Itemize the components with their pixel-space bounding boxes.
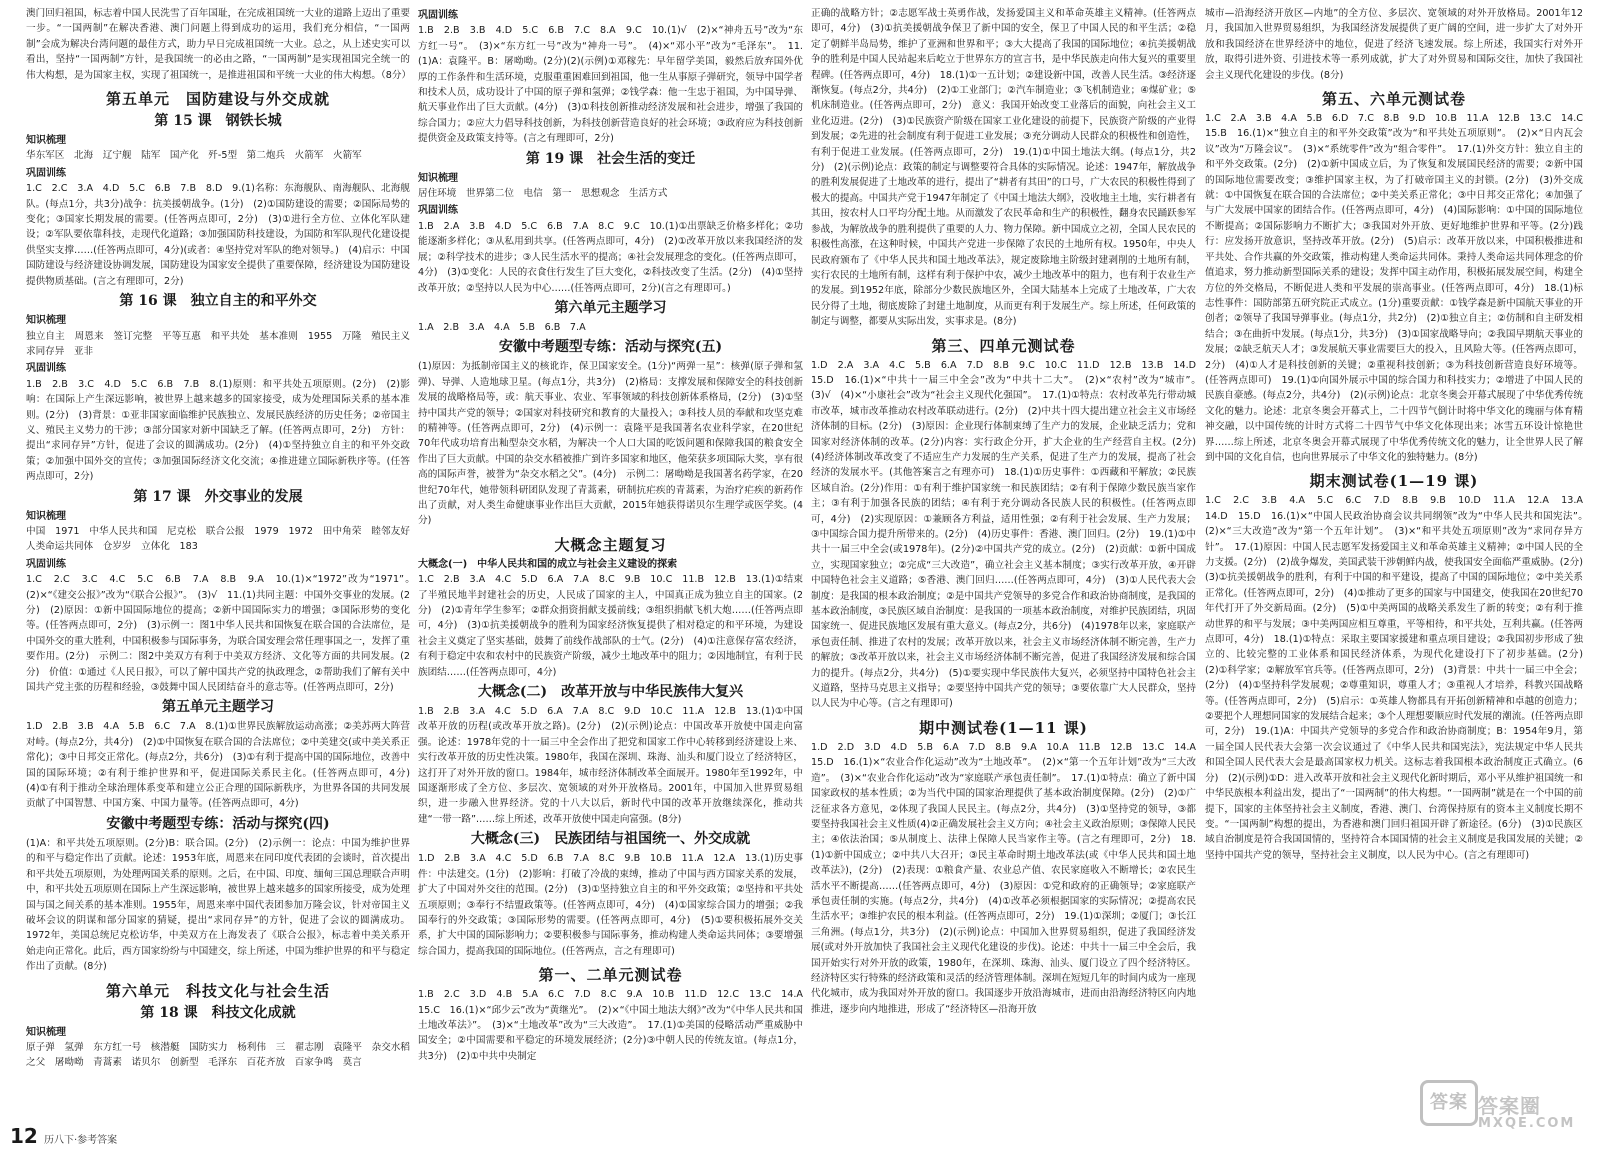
test-unit-5-6-answers: 1.C 2.A 3.B 4.A 5.B 6.D 7.C 8.B 9.D 10.B 11.A 12.B 13.C 14.C 15.B 16.(1)×“独立自主的和平外交政策”改为“和平共处五项原则”。 (2)×“日内瓦会议”改为“万隆会议”。 (3)×“系统零件”改为“组合零件”。 17.(1)外交方针：独立自主的和平外交政策。(2分) (2)①新中国成立后，为了恢复和发展国民经济的需要；②新中国的国际地位需要改变；③维护国家主权，为了打破帝国主义的封锁。(2分) (3)外交成就：①中国恢复在联合国的合法席位；②中美关系正常化；③中日邦交正常化；④加强了与广大发展中国家的团结合作。(任答两点即可，4分) (4)国际影响：①中国的国际地位不断提高；②国际影响力不断扩大；③我国对外开放、更好地维护世界和平等。(2分)践行：应发扬开放意识，坚持改革开放。(2分) (5)启示：改革开放以来，中国积极推进和平共处、合作共赢的外交政策，推动构建人类命运共同体。秉持人类命运共同体理念的价值追求，努力推动新型国际关系的建设；发挥中国主动作用，积极拓展发展空间，构建全方位的外交格局，不断促进人类和平发展的崇高事业。(任答两点即可，4分) 18.(1)标志性事件：国防部第五研究院正式成立。(1分)重要贡献：①钱学森是新中国航天事业的开创者；②领导了我国导弹事业。(每点1分，共2分) (2)①独立自主；②仿制和自主研发相结合；③在曲折中发展。(每点1分，共3分) (3)①国家战略导向；②我国早期航天事业的发展；②缺乏航天人才；③发展航天事业需要巨大的投入，且风险大等。(任答两点即可，2分) (4)①人才是科技创新的关键；②重视科技创新；③为科技创新营造良好环境等。(任答两点即可) 19.(1)①向国外展示中国的综合国力和科技实力；②增进了中国人民的民族自豪感。(每点2分，共4分) (2)(示例)论点：北京冬奥会开幕式展现了中华优秀传统文化的魅力。论述：北京冬奥会开幕式上，二十四节气倒计时将中华文化的瑰丽与体育精神交融，以中国传统的计时方式将二十四节气中华文化体现出来；冰雪五环设计惊艳世界……综上所述，北京冬奥会开幕式展现了中华优秀传统文化的魅力，让全世界人民了解到中国的文化自信，也向世界展示了中华文化的独特魅力。(8分) <box>1205 113 1593 463</box>
final-test-title: 期末测试卷(1—19 课) <box>1309 472 1479 491</box>
lesson-19-title: 第 19 课 社会生活的变迁 <box>525 150 696 167</box>
knowledge-label: 知识梳理 <box>26 510 66 522</box>
test-unit-1-2-title: 第一、二单元测试卷 <box>538 966 683 985</box>
big-concept-1-answers: 1.C 2.B 3.A 4.C 5.D 6.A 7.A 8.C 9.B 10.C 11.B 12.B 13.(1)①结束了半殖民地半封建社会的历史，人民成了国家的主人，中国真正成为独立自主的国家。(2分) (2)①青年学生参军；②群众捐资捐献支援前线；③组织捐献飞机大炮……(任答两点即可，4分) (3)①抗美援朝战争的胜利为国家经济恢复提供了相对稳定的和平环境，为建设社会主义奠定了坚实基础，鼓舞了前线作战部队的士气。(2分) (4)①注意保存富农经济，有利于稳定中农和农村中的民族资产阶级，减少土地改革中的阻力；②因地制宜，有利于民族团结……(任答两点即可，4分) <box>418 574 803 678</box>
unit-5-title: 第五单元 国防建设与外交成就 <box>105 90 330 109</box>
column-1 <box>26 6 420 1118</box>
lesson-15-keywords: 华东军区 北海 辽宁舰 陆军 国产化 歼-5型 第二炮兵 火箭军 火箭军 <box>26 150 362 162</box>
page-number: 12 <box>10 1124 38 1148</box>
lesson-18-keywords: 原子弹 氢弹 东方红一号 核潜艇 国防实力 杨利伟 三 翟志刚 袁隆平 杂交水稻之父 屠呦呦 青蒿素 诺贝尔 创新型 毛泽东 百花齐放 百家争鸣 莫言 <box>26 1041 410 1069</box>
test-unit-5-6-title: 第五、六单元测试卷 <box>1321 90 1466 109</box>
practice-label: 巩固训练 <box>418 205 458 217</box>
column-2 <box>418 6 813 1118</box>
lesson-19-answers: 1.B 2.A 3.B 4.D 5.C 6.B 7.A 8.C 9.C 10.(1)①出票缺乏价格多样化；②功能逐渐多样化；③从私用到共享。(任答两点即可，4分) (2)①改革开放以来我国经济的发展；②科学技术的进步；③人民生活水平的提高；④社会发展理念的变化。(任答两点即可，4分) (3)①变化：人民的衣食住行发生了巨大变化，②科技改变了生活。(2分) (4)①坚持改革开放；②坚持以人民为中心……(任答两点即可，2分)(言之有理即可。) <box>418 220 803 294</box>
big-concept-2-title: 大概念(二) 改革开放与中华民族伟大复兴 <box>477 684 744 701</box>
unit-5-theme-answers: 1.D 2.B 3.B 4.A 5.B 6.C 7.A 8.(1)①世界民族解放运动高涨；②美苏两大阵营对峙。(每点2分，共4分) (2)①中国恢复在联合国的合法席位；②中美建交(或中美关系正常化)；③中日邦交正常化。(每点2分，共6分) (3)①有利于提高中国的国际地位，改善中国的国际环境；②有利于维护世界和平，促进国际关系民主化。(任答两点即可，4分) (4)①有利于推动全球治理体系变革和建立公正合理的国际新秩序，为世界各国的共同发展贡献了中国智慧、中国方案、中国力量等。(任答两点即可，4分) <box>26 721 420 810</box>
lesson-17-title: 第 17 课 外交事业的发展 <box>133 488 303 505</box>
knowledge-label: 知识梳理 <box>418 172 458 184</box>
unit-6-theme-title: 第六单元主题学习 <box>554 299 667 316</box>
anhui-exam-4-answers: (1)A：和平共处五项原则。(2分)B：联合国。(2分) (2)示例一：论点：中国为维护世界的和平与稳定作出了贡献。论述：1953年底，周恩来在同印度代表团的会谈时，首次提出和平共处五项原则，为处理两国关系的原则。之后，在中国、印度、缅甸三国总理联合声明中，和平共处五项原则在国际上产生深远影响，被世界上越来越多的国家所接受，成为处理国与国之间关系的基本准则。1955年，周恩来率中国代表团参加万隆会议，针对帝国主义破坏会议的阴谋和部分国家的猜疑，提出“求同存异”的方针，促进了会议的圆满成功。1972年，美国总统尼克松访华，中美双方在上海发表了《联合公报》，标志着中美关系开始走向正常化。此后，西方国家纷纷与中国建交，综上所述，中国为维护世界的和平与稳定作出了贡献。(8分) <box>26 837 410 973</box>
watermark-name: 答案圈 <box>1478 1094 1541 1118</box>
big-concept-3-title: 大概念(三) 民族团结与祖国统一、外交成就 <box>470 831 751 848</box>
big-concept-2-answers: 1.B 2.B 3.A 4.C 5.D 6.A 7.A 8.C 9.D 10.C 11.A 12.B 13.(1)①中国改革开放的历程(或改革开放之路)。(2分) (2)(示例)论点：中国改革开放使中国走向富强。论述：1978年党的十一届三中全会作出了把党和国家工作中心转移到经济建设上来、实行改革开放的历史性决策。1980年，我国在深圳、珠海、汕头和厦门设立了经济特区，这打开了对外开放的窗口。1984年，城市经济体制改革全面展开。1980年至1992年，中国逐渐形成了全方位、多层次、宽领域的对外开放格局。2001年，中国加入世界贸易组织，进一步融入世界经济。党的十八大以后，新时代中国的改革开放继续深化，推动共建“一带一路”……综上所述，改革开放使中国走向富强。(8分) <box>418 706 803 825</box>
anhui-exam-4-title: 安徽中考题型专练：活动与探究(四) <box>106 815 330 832</box>
practice-label: 巩固训练 <box>26 363 66 375</box>
lesson-15-answers: 1.C 2.C 3.A 4.D 5.C 6.B 7.B 8.D 9.(1)名称：东海舰队、南海舰队、北海舰队。(每点1分，共3分)战争：抗美援朝战争。(1分) (2)①国防建设的需要；②国际局势的变化；③国家长期发展的需要。(任答两点即可，2分) (3)①进行全方位、立体化军队建设；②军队要依靠科技，走现代化道路；③加强国防科技建设，为国防和军队现代化建设提供坚实支撑……(任答两点即可，4分)(或者：④坚持党对军队的绝对领导。) (4)启示：中国国防建设与经济建设协调发展，国防建设为国家安全提供了重要保障，经济建设为国防建设提供物质基础。(言之有理即可，2分) <box>26 183 410 287</box>
lesson-16-answers: 1.B 2.B 3.C 4.D 5.C 6.B 7.B 8.(1)原则：和平共处五项原则。(2分) (2)影响：在国际上产生深远影响，被世界上越来越多的国家接受，成为处理国际关系的基本准则。(2分) (3)背景：①亚非国家面临维护民族独立、发展民族经济的历史任务；②帝国主义、殖民主义势力的干涉；③部分国家对新中国缺乏了解。(任答两点即可，2分) 方针：提出“求同存异”方针，促进了会议的圆满成功。(2分) (4)①坚持独立自主的和平外交政策；②加强中国外交的宣传；③加强国际经济文化交流；④推进建立国际新秩序等。(任答两点即可，2分) <box>26 378 410 483</box>
anhui-exam-5-answers: (1)原因：为抵制帝国主义的核讹诈，保卫国家安全。(1分)“两弹一星”：核弹(原子弹和氢弹)、导弹、人造地球卫星。(每点1分，共3分) (2)格局：支撑发展和保障安全的科技创新发展的战略格局等，或：航天事业、农业、军事领域的科技创新体系格局，(2分) (3)①坚持中国共产党的领导；②国家对科技研究和教育的大量投入；③科技人员的奉献和攻坚克难的精神等。(任答两点即可，2分) (4)示例一：袁隆平是我国著名农业科学家，在20世纪70年代成功培育出籼型杂交水稻，为解决一个人口大国的吃饭问题和保障我国的粮食安全作出了巨大贡献。中国的杂交水稻被推广到许多国家和地区，他荣获多项国际大奖，享有很高的国际声誉，被誉为“杂交水稻之父”。(4分) 示例二：屠呦呦是我国著名药学家，在20世纪70年代，她带领科研团队发现了青蒿素，研制抗疟疾的青蒿素，为治疗疟疾的新药作出了贡献，对人类生命健康事业作出巨大贡献，2015年她获得诺贝尔生理学或医学奖。(4分) <box>418 361 803 527</box>
lesson-16-title: 第 16 课 独立自主的和平外交 <box>119 293 317 310</box>
practice-label: 巩固训练 <box>418 10 458 21</box>
intro-paragraph: 澳门回归祖国，标志着中国人民洗雪了百年国耻，在完成祖国统一大业的道路上迈出了重要一步。“一国两制”在解决香港、澳门问题上得到成功的运用，我们充分相信，“一国两制”会成为解决台湾问题的最佳方式，助力早日完成祖国统一大业。总之，从上述史实可以看出，坚持“一国两制”方针，是我国统一的必由之路，“一国两制”是实现祖国完全统一的伟大构想，是为国家主权，实现了祖国统一，是推进祖国和平统一大业的伟大构想。（8分） <box>26 8 412 81</box>
watermark-domain: MXQE.COM <box>1478 1116 1576 1131</box>
watermark-badge-icon: 答案 <box>1420 1080 1478 1126</box>
big-concept-review-title: 大概念主题复习 <box>554 535 667 554</box>
knowledge-label: 知识梳理 <box>26 135 66 147</box>
column-3 <box>811 6 1206 1118</box>
knowledge-label: 知识梳理 <box>26 315 66 327</box>
unit-5-theme-title: 第五单元主题学习 <box>162 699 274 716</box>
practice-label: 巩固训练 <box>26 558 66 570</box>
column-4 <box>1205 6 1593 1118</box>
unit-6-title: 第六单元 科技文化与社会生活 <box>105 981 330 1000</box>
anhui-exam-5-title: 安徽中考题型专练：活动与探究(五) <box>498 339 723 356</box>
lesson-17-answers: 1.C 2.C 3.C 4.C 5.C 6.B 7.A 8.B 9.A 10.(1)×“1972”改为“1971”。 (2)×“《建交公报》”改为“《联合公报》”。 (3)√ 11.(1)共同主题：中国外交事业的发展。(2分) (2)原因：①新中国国际地位的提高；②新中国国际实力的增强；③国际形势的变化等。(任答两点即可，2分) (3)示例一：图1中华人民共和国恢复在联合国的合法席位，是中国外交的重大胜利，中国积极参与国际事务，为联合国安理会常任理事国之一，发挥了重要作用。(2分) 示例二：图2中美双方有利于中美双方经济、文化等方面的共同发展。(2分) 价值：①通过《人民日报》，可以了解中国共产党的执政理念，②帮助我们了解有关中国共产党主张的历程和经验，③鼓舞中国人民团结奋斗的意志等。(任答两点即可，2分) <box>26 574 420 694</box>
midterm-test-continued: 城市—沿海经济开放区—内地”的全方位、多层次、宽领域的对外开放格局。2001年12月，我国加入世界贸易组织，为我国经济发展提供了更广阔的空间，进一步扩大了对外开放和我国经济在世界经济中的地位，促进了经济飞速发展。综上所述，我国实行对外开放，取得引进外资、引进技术等一系列成就，扩大了对外贸易和国际交往，加快了我国社会主义现代化建设的步伐。(8分) <box>1205 8 1583 81</box>
lesson-16-keywords: 独立自主 周恩来 签订完整 平等互惠 和平共处 基本准则 1955 万隆 殖民主义 求同存异 亚非 <box>26 330 420 357</box>
lesson-18-answers: 1.B 2.B 3.B 4.D 5.C 6.B 7.C 8.A 9.C 10.(1)√ (2)×“神舟五号”改为“东方红一号”。 (3)×“东方红一号”改为“神舟一号”。 (4)×“邓小平”改为“毛泽东”。 11.(1)A：袁隆平。B：屠呦呦。(2分)(2)(示例)①邓稼先：早年留学美国，毅然后放弃国外优厚的工作条件和生活环境，克服重重困难回到祖国，他一生从事原子弹研究，领导中国学者和技术人员，成功设计了中国的原子弹和氢弹；②钱学森：他一生忠于祖国，为中国导弹、航天事业作出了巨大贡献。(4分) (3)①科技创新推动经济发展和社会进步，增强了我国的综合国力；②应大力倡导科技创新，为科技创新营造良好的社会环境；③政府应为科技创新提供资金及政策支持等。(言之有理即可，2分) <box>418 25 803 145</box>
practice-label: 巩固训练 <box>26 167 66 179</box>
lesson-19-keywords: 居住环境 世界第二位 电信 第一 思想观念 生活方式 <box>418 188 668 200</box>
test-unit-1-2-continued: 正确的战略方针；②志愿军战士英勇作战，发扬爱国主义和革命英雄主义精神。(任答两点即可，4分) (3)①抗美援朝战争保卫了新中国的安全，保卫了中国人民的和平生活；②稳定了朝鲜半岛局势，维护了亚洲和世界和平；③大大提高了我国的国际地位；④抗美援朝战争的胜利是中国人民站起来后屹立于世界东方的宣言书，是中华民族走向伟大复兴的重要里程碑。(任答两点即可，4分) 18.(1)①一五计划；②建设新中国，改善人民生活。③经济逐渐恢复。(每点2分，共4分) (2)①工业部门；②汽车制造业；③飞机制造业；④煤矿业；⑤机床制造业。(任答两点即可，2分) 意义：我国开始改变工业落后的面貌，向社会主义工业化迈进。(2分) (3)①民族资产阶级在国家工业化建设的前提下，民族资产阶级的产业得到发展；②先进的社会制度有利于促进工业发展；③充分调动人民群众的积极性和创造性，有利于促进工业发展。(任答两点即可，2分) 19.(1)①中国土地法大纲。(每点1分，共2分) (2)(示例)论点：政策的制定与调整要符合具体的实际情况。论述：1947年，解放战争的胜利发展促进了土地改革的进行，提出了“耕者有其田”的口号，广大农民的积极性得到了极大的提高。中国共产党于1947年制定了《中国土地法大纲》，没收地主土地，实行耕者有其田，按农村人口平均分配土地。从而激发了农民革命和生产的积极性，翻身农民踊跃参军参战，为解放战争的胜利提供了重要的人力、物力保障。新中国成立之初，全国人民农民的积极性高涨，在这种时候，中国共产党进一步保障了农民的土地所有权。1950年，中央人民政府颁布了《中华人民共和国土地改革法》，规定废除地主阶级封建剥削的土地所有制，实行农民的土地所有制，这样有利于保护中农，减少土地改革中的阻力，也有利于农业生产的发展。到1952年底，除部分少数民族地区外，全国大陆基本上完成了土地改革，广大农民分得了土地，彻底废除了封建土地制度，从而更有利于发展生产。综上所述，任何政策的制定与调整，都要从实际出发，实事求是。(8分) <box>811 8 1197 328</box>
test-unit-3-4-answers: 1.D 2.A 3.A 4.C 5.B 6.A 7.D 8.B 9.C 10.C 11.D 12.B 13.B 14.D 15.D 16.(1)×“中共十一届三中全会”改为“中共十二大”。 (2)×“农村”改为“城市”。 (3)√ (4)×“小康社会”改为“社会主义现代化强国”。 17.(1)①特点：农村改革先行带动城市改革，城市改革推动农村改革联动进行。(2分) (2)中共十四大提出建立社会主义市场经济体制的目标。(2分) (3)原因：企业现行体制束缚了生产力的发展，企业缺乏活力；党和国家对经济体制的改革。(2分)内容：实行政企分开，扩大企业的生产经营自主权。(2分) (4)经济体制改革改变了不适应生产力发展的生产关系，促进了生产力的发展，提高了社会经济的发展水平。(其他答案言之有理亦可) 18.(1)①历史事件：①西藏和平解放；②民族区域自治。(2分)作用：①有利于维护国家统一和民族团结；②有利于保障少数民族当家作主；③有利于加强各民族的团结；④有利于充分调动各民族人民的积极性。(任答两点即可，4分) (2)实现原因：①兼顾各方利益，适用性强；②有利于社会发展、生产力发展；③中国综合国力提升所带来的。(2分) (4)历史事件：香港、澳门回归。(2分) 19.(1)①中共十一届三中全会(或1978年)。(2分)②中国共产党的成立。(2分) (2)贡献：①新中国成立，实现国家独立；②完成“三大改造”，确立社会主义基本制度；③实行改革开放，④开辟中国特色社会主义道路；⑤香港、澳门回归……(任答两点即可，4分) (3)①人民代表大会制度：是我国的根本政治制度；②是中国共产党领导的多党合作和政治协商制度，是我国的基本政治制度，③民族区域自治制度：是我国的一项基本政治制度，对维护民族团结，巩固国家统一、促进民族地区发展有重大意义。(每点2分，共6分) (4)1978年以来，家庭联产承包责任制、推进了农村的发展；改革开放以来，社会主义市场经济体制不断完善，生产力的解放；③改革开放以来，社会主义市场经济体制不断完善，促进了我国经济发展和综合国力的提升。(每点2分，共4分) (5)①要实现中华民族伟大复兴，必须坚持中国特色社会主义道路，坚持马克思主义指导；②要坚持中国共产党的领导；③要依靠广大人民群众，坚持以人民为中心等。(言之有理即可) <box>811 359 1206 710</box>
unit-6-theme-answers: 1.A 2.B 3.A 4.A 5.B 6.B 7.A <box>418 321 586 333</box>
watermark-logo <box>1420 1080 1590 1144</box>
final-test-answers: 1.C 2.C 3.B 4.A 5.C 6.C 7.D 8.B 9.B 10.D 11.A 12.A 13.A 14.D 15.D 16.(1)×“中国人民政治协商会议共同纲领”改为“中华人民共和国宪法”。 (2)×“三大改造”改为“第一个五年计划”。 (3)×“和平共处五项原则”改为“求同存异方针”。 17.(1)原因：中国人民志愿军发扬爱国主义和革命英雄主义精神；②中国人民的全力支援。(2分) (2)战争爆发，美国武装干涉朝鲜内战，使我国安全面临严重威胁。(2分) (3)①抗美援朝战争的胜利，有利于中国的和平建设，提高了中国的国际地位；②中美关系正常化。(任答两点即可，2分) (4)①推动了更多的国家与中国建交，使我国在20世纪70年代打开了外交新局面。(2分) (5)①中美两国的战略关系发生了新的转变；②有利于推动世界的和平与发展；③中美两国应相互尊重，平等相待，和平共处，互利共赢。(任答两点即可，4分) 18.(1)①特点：采取主要国家援建和重点项目建设；②我国初步形成了独立的、比较完整的工业体系和国民经济体系，为现代化建设打下了初步基础。(2分) (2)①科学家；②解放军官兵等。(任答两点即可，2分) (3)背景：中共十一届三中全会；(2分) (4)①坚持科学发展观；②尊重知识，尊重人才；③重视人才培养，科教兴国战略等。(任答两点即可，2分) (5)启示：①英雄人物都具有开拓创新精神和卓越的创造力；②要把个人理想同国家的发展结合起来；③个人理想要顺应时代发展的潮流。(任答两点即可，2分) 19.(1)A：中国共产党领导的多党合作和政治协商制度；B：1954年9月，第一届全国人民代表大会第一次会议通过了《中华人民共和国宪法》，宪法规定中华人民共和国全国人民代表大会是最高国家权力机关。这标志着我国根本政治制度正式确立。(6分) (2)(示例)①D：进入改革开放和社会主义现代化新时期后，邓小平从维护祖国统一和中华民族根本利益出发，提出了“一国两制”的伟大构想。“一国两制”就是在一个中国的前提下，国家的主体坚持社会主义制度，香港、澳门、台湾保持原有的资本主义制度长期不变。“一国两制”构想的提出，为香港和澳门回归祖国开辟了新途径。(6分) (3)①民族区域自治制度是符合我国国情的，坚持符合本国国情的社会主义制度是我国发展的关键；②坚持中国共产党的领导，坚持社会主义制度，以人民为中心。(言之有理即可) <box>1205 495 1593 861</box>
big-concept-1-title: 大概念(一) 中华人民共和国的成立与社会主义建设的探索 <box>418 558 678 570</box>
test-unit-3-4-title: 第三、四单元测试卷 <box>931 336 1076 355</box>
lesson-15-title: 第 15 课 钢铁长城 <box>154 113 282 130</box>
lesson-18-title: 第 18 课 科技文化成就 <box>140 1004 296 1021</box>
midterm-test-title: 期中测试卷(1—11 课) <box>919 718 1088 737</box>
test-unit-1-2-answers: 1.B 2.C 3.D 4.B 5.A 6.C 7.D 8.C 9.A 10.B 11.D 12.C 13.C 14.A 15.C 16.(1)×“邱少云”改为“黄继光”。 (2)×“《中国土地法大纲》”改为“《中华人民共和国土地改革法》”。 (3)×“土地改革”改为“三大改造”。 17.(1)①美国的侵略活动严重威胁中国安全；②中国需要和平稳定的环境发展经济；(2分)③中朝人民的传统友谊。(每点1分，共3分) (2)①中共中央制定 <box>418 989 813 1062</box>
knowledge-label: 知识梳理 <box>26 1026 66 1038</box>
midterm-test-answers: 1.D 2.D 3.D 4.D 5.B 6.A 7.D 8.B 9.A 10.A 11.B 12.B 13.C 14.A 15.D 16.(1)×“农业合作化运动”改为“土地改革”。 (2)×“第一个五年计划”改为“三大改造”。 (3)×“农业合作化运动”改为“家庭联产承包责任制”。 17.(1)①特点：确立了新中国国家政权的基本性质；②为当代中国的国家治理提供了基本政治制度保障。(2分) (2)①广泛征求各方意见，②体现了我国人民民主。(每点2分，共4分) (3)①坚持党的领导，③都要坚持我国社会主义性质(4)②正确发展社会主义方向；④社会主义政治原则；③保障人民民主；④依法治国；⑤从制度上、法律上保障人民当家作主等。(言之有理即可，2分) 18.(1)①新中国成立；②中共八大召开；③民主革命时期土地改革法(或《中华人民共和国土地改革法》)，(2分) (2)表现：①粮食产量、农业总产值、农民家庭收入不断增长；②农民生活水平不断提高……(任答两点即可，4分) (3)原因：①党和政府的正确领导；②家庭联产承包责任制的实施。(每点2分，共4分) (4)①改革必须根据国家的实际情况；②提高农民生活水平；③维护农民的根本利益。(任答两点即可，2分) 19.(1)①深圳；②厦门；③长江三角洲。(每点1分，共3分) (2)(示例)论点：中国加入世界贸易组织，促进了我国经济发展(或对外开放加快了我国社会主义现代化建设的步伐)。论述：中共十一届三中全会后，我国开始实行对外开放的政策，1980年，在深圳、珠海、汕头、厦门设立了四个经济特区。经济特区实行特殊的经济政策和灵活的经济管理体制。深圳在短短几年的时间内成为一座现代化城市，成为我国对外开放的窗口。我国逐步开放沿海城市，进而由沿海经济特区向内地推进，逐步向内地推进，形成了“经济特区—沿海开放 <box>811 741 1206 1015</box>
lesson-17-keywords: 中国 1971 中华人民共和国 尼克松 联合公报 1979 1972 田中角荣 睦邻友好 人类命运共同体 仓岁岁 立体化 183 <box>26 525 420 553</box>
footer-label: 历八下·参考答案 <box>44 1135 118 1146</box>
big-concept-3-answers: 1.D 2.B 3.A 4.C 5.D 6.B 7.A 8.C 9.B 10.B 11.A 12.A 13.(1)历史事件：中法建交。(1分) (2)影响：打破了冷战的束缚，推动了中国与西方国家关系的发展，扩大了中国对外交往的范围。(2分) (3)①坚持独立自主的和平外交政策；②坚持和平共处五项原则；③奉行不结盟政策等。(任答两点即可，4分) (4)①国家综合国力的增强；②我国奉行的外交政策；③国际形势的需要。(任答两点即可，4分) (5)①要积极拓展外交关系，扩大中国的国际影响力；②要积极参与国际事务，推动构建人类命运共同体；③要增强综合国力，提高我国的国际地位。(任答两点，言之有理即可) <box>418 853 803 957</box>
